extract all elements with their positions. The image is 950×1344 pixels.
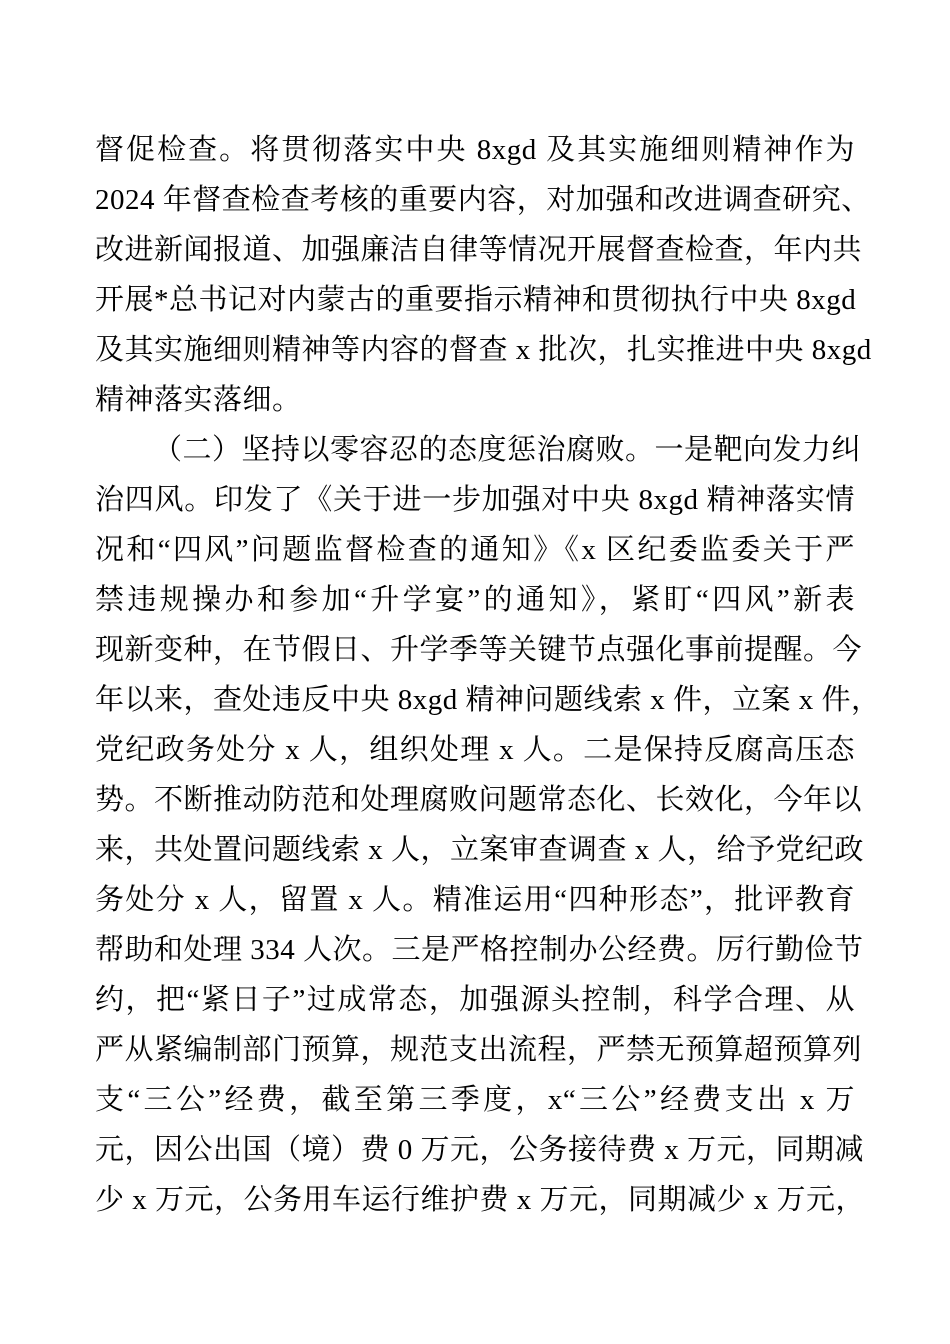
text-line: 帮助和处理 334 人次。三是严格控制办公经费。厉行勤俭节 — [95, 934, 864, 966]
text-line: 及其实施细则精神等内容的督查 x 批次，扎实推进中央 8xgd — [95, 334, 872, 366]
text-line: 治四风。印发了《关于进一步加强对中央 8xgd 精神落实情 — [95, 484, 855, 516]
text-line: 来，共处置问题线索 x 人，立案审查调查 x 人，给予党纪政 — [95, 834, 865, 866]
text-line: 2024 年督查检查考核的重要内容，对加强和改进调查研究、 — [95, 184, 871, 216]
text-line: 元，因公出国（境）费 0 万元，公务接待费 x 万元，同期减 — [95, 1134, 865, 1166]
text-line: 禁违规操办和参加“升学宴”的通知》，紧盯“四风”新表 — [95, 584, 855, 616]
text-line: 势。不断推动防范和处理腐败问题常态化、长效化，今年以 — [95, 784, 863, 816]
paragraph-supervision-continuation — [95, 125, 872, 425]
text-line: 少 x 万元，公务用车运行维护费 x 万元，同期减少 x 万元， — [95, 1184, 866, 1216]
text-line: 年以来，查处违反中央 8xgd 精神问题线索 x 件，立案 x 件， — [95, 684, 881, 716]
text-line: 支“三公”经费，截至第三季度，x“三公”经费支出 x 万 — [95, 1084, 855, 1116]
text-line: （二）坚持以零容忍的态度惩治腐败。一是靶向发力纠 — [153, 434, 862, 466]
text-line: 约，把“紧日子”过成常态，加强源头控制，科学合理、从 — [95, 984, 855, 1016]
text-line: 严从紧编制部门预算，规范支出流程，严禁无预算超预算列 — [95, 1034, 863, 1066]
text-line: 精神落实落细。 — [95, 384, 302, 416]
text-line: 现新变种，在节假日、升学季等关键节点强化事前提醒。今 — [95, 634, 863, 666]
text-line: 况和“四风”问题监督检查的通知》《x 区纪委监委关于严 — [95, 534, 855, 566]
text-line: 改进新闻报道、加强廉洁自律等情况开展督查检查，年内共 — [95, 234, 863, 266]
text-line: 开展*总书记对内蒙古的重要指示精神和贯彻执行中央 8xgd — [95, 284, 857, 316]
text-line: 督促检查。将贯彻落实中央 8xgd 及其实施细则精神作为 — [95, 134, 855, 166]
document-body — [95, 125, 881, 1225]
paragraph-anti-corruption — [95, 425, 881, 1225]
text-line: 务处分 x 人，留置 x 人。精准运用“四种形态”，批评教育 — [95, 884, 855, 916]
text-line: 党纪政务处分 x 人，组织处理 x 人。二是保持反腐高压态 — [95, 734, 855, 766]
